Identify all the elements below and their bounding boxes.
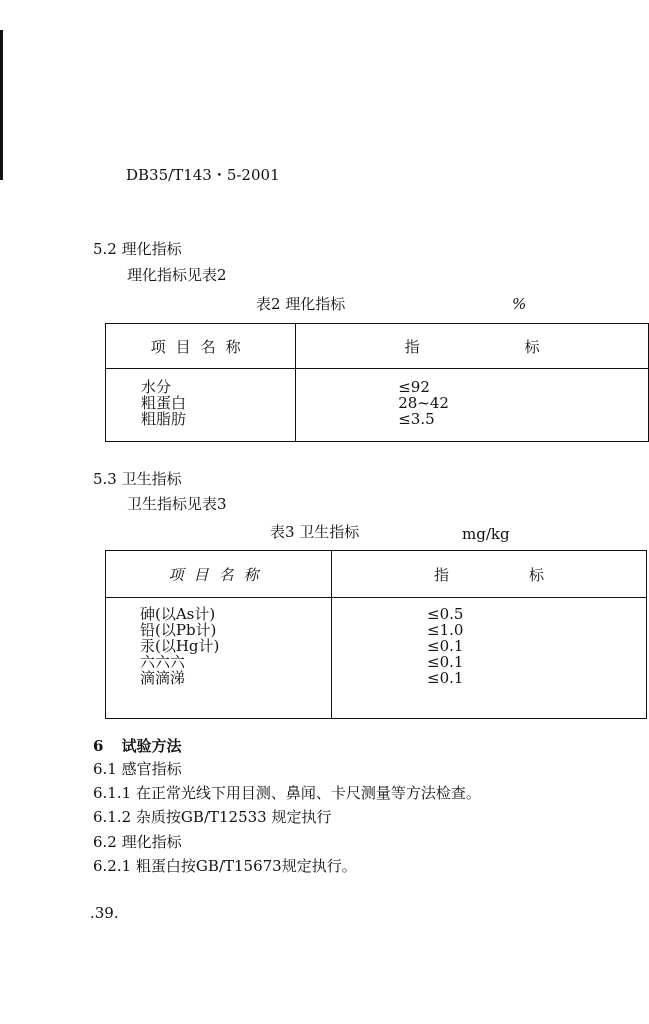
table-cell: ≤1.0 (427, 621, 464, 639)
section-5-3-heading: 5.3 卫生指标 (93, 470, 182, 488)
table-body-row (106, 369, 649, 442)
section-6-heading (93, 737, 181, 755)
table-3-caption: 表3 卫生指标 (270, 523, 360, 541)
table-cell: 铅(以Pb计) (140, 621, 217, 639)
item-names-cell (106, 598, 332, 719)
section-5-3-intro: 卫生指标见表3 (127, 495, 227, 513)
table-cell: 粗脂肪 (141, 410, 187, 428)
table-cell: ≤0.1 (427, 669, 464, 687)
header-cell-name (106, 551, 332, 598)
table-cell: 汞(以Hg计) (140, 637, 220, 655)
section-6-2-1: 6.2.1 粗蛋白按GB/T15673规定执行。 (93, 857, 357, 875)
table-body-row (106, 598, 647, 719)
table-header-row (106, 551, 647, 598)
table-cell: ≤0.5 (427, 605, 464, 623)
section-5-2-intro: 理化指标见表2 (127, 266, 227, 284)
table-cell: 滴滴涕 (140, 669, 186, 687)
header-name-label: 项目名称 (150, 337, 251, 356)
section-6-2: 6.2 理化指标 (93, 833, 182, 851)
table-cell: ≤92 (398, 378, 430, 396)
table-2-caption: 表2 理化指标 (256, 295, 346, 313)
document-code: DB35/T143・5-2001 (126, 166, 280, 184)
section-6-title: 试验方法 (121, 737, 182, 755)
table-cell: ≤0.1 (427, 653, 464, 671)
page-number: .39. (90, 904, 119, 922)
table-3 (105, 550, 647, 719)
header-cell-name (106, 324, 296, 369)
header-spec-char: 指 (433, 565, 449, 584)
section-6-1-1: 6.1.1 在正常光线下用目测、鼻闻、卡尺测量等方法检查。 (93, 784, 481, 802)
item-names-cell (106, 369, 296, 442)
header-spec-label (405, 336, 540, 357)
section-5-2-heading: 5.2 理化指标 (93, 240, 182, 258)
table-3-unit: mg/kg (462, 525, 510, 543)
header-cell-spec (296, 324, 649, 369)
header-spec-char: 指 (404, 337, 420, 356)
section-6-number: 6 (93, 737, 104, 755)
header-spec-label (434, 564, 544, 585)
table-cell: ≤3.5 (398, 410, 435, 428)
table-cell: 六六六 (140, 653, 186, 671)
header-spec-char: 标 (524, 337, 540, 356)
section-6-1-2: 6.1.2 杂质按GB/T12533 规定执行 (93, 808, 332, 826)
header-spec-char: 标 (529, 565, 545, 584)
table-header-row (106, 324, 649, 369)
header-cell-spec (332, 551, 647, 598)
item-values-cell (296, 369, 649, 442)
item-values-cell (332, 598, 647, 719)
scan-edge-mark (0, 30, 3, 180)
header-name-label: 项目名称 (168, 565, 269, 584)
table-cell: 水分 (141, 378, 172, 396)
table-2-unit: % (512, 295, 527, 313)
table-cell: 粗蛋白 (141, 394, 187, 412)
table-cell: ≤0.1 (427, 637, 464, 655)
table-cell: 砷(以As计) (140, 605, 216, 623)
section-6-1: 6.1 感官指标 (93, 760, 182, 778)
table-cell: 28~42 (398, 394, 449, 412)
table-2 (105, 323, 649, 442)
